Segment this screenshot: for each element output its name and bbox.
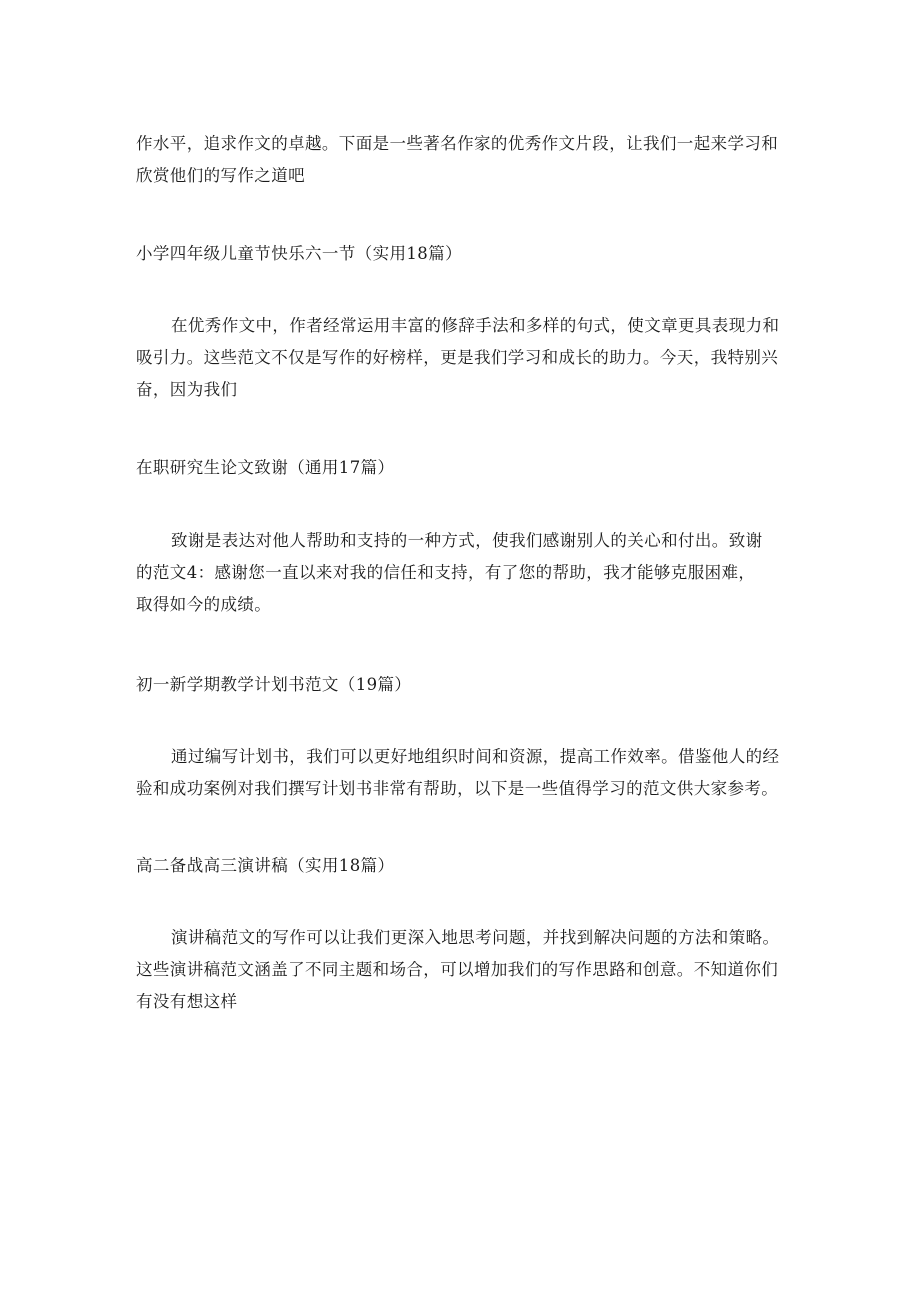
section-4-line-1: 演讲稿范文的写作可以让我们更深入地思考问题，并找到解决问题的方法和策略。 [171, 928, 780, 947]
intro-line-2: 欣赏他们的写作之道吧 [136, 166, 305, 185]
section-title-2: 在职研究生论文致谢（通用17篇） [136, 458, 395, 477]
section-2-line-1: 致谢是表达对他人帮助和支持的一种方式，使我们感谢别人的关心和付出。致谢 [171, 531, 763, 550]
section-4-line-2: 这些演讲稿范文涵盖了不同主题和场合，可以增加我们的写作思路和创意。不知道你们 [136, 960, 779, 979]
section-4-line-3: 有没有想这样 [136, 992, 238, 1011]
section-2-line-2: 的范文4：感谢您一直以来对我的信任和支持，有了您的帮助，我才能够克服困难， [136, 563, 756, 582]
section-1-line-2: 吸引力。这些范文不仅是写作的好榜样，更是我们学习和成长的助力。今天，我特别兴 [136, 348, 779, 367]
section-1-line-3: 奋，因为我们 [136, 380, 238, 399]
section-paragraph-3 [136, 741, 796, 805]
section-3-line-2: 验和成功案例对我们撰写计划书非常有帮助，以下是一些值得学习的范文供大家参考。 [136, 779, 779, 798]
section-title-1: 小学四年级儿童节快乐六一节（实用18篇） [136, 244, 462, 263]
intro-paragraph [136, 128, 796, 192]
section-2-line-3: 取得如今的成绩。 [136, 595, 272, 614]
section-paragraph-2 [136, 525, 796, 621]
section-paragraph-1 [136, 310, 796, 406]
section-1-line-1: 在优秀作文中，作者经常运用丰富的修辞手法和多样的句式，使文章更具表现力和 [171, 316, 780, 335]
intro-line-1: 作水平，追求作文的卓越。下面是一些著名作家的优秀作文片段，让我们一起来学习和 [136, 134, 779, 153]
section-3-line-1: 通过编写计划书，我们可以更好地组织时间和资源，提高工作效率。借鉴他人的经 [171, 747, 780, 766]
section-paragraph-4 [136, 922, 796, 1018]
section-title-3: 初一新学期教学计划书范文（19篇） [136, 675, 412, 694]
section-title-4: 高二备战高三演讲稿（实用18篇） [136, 856, 395, 875]
